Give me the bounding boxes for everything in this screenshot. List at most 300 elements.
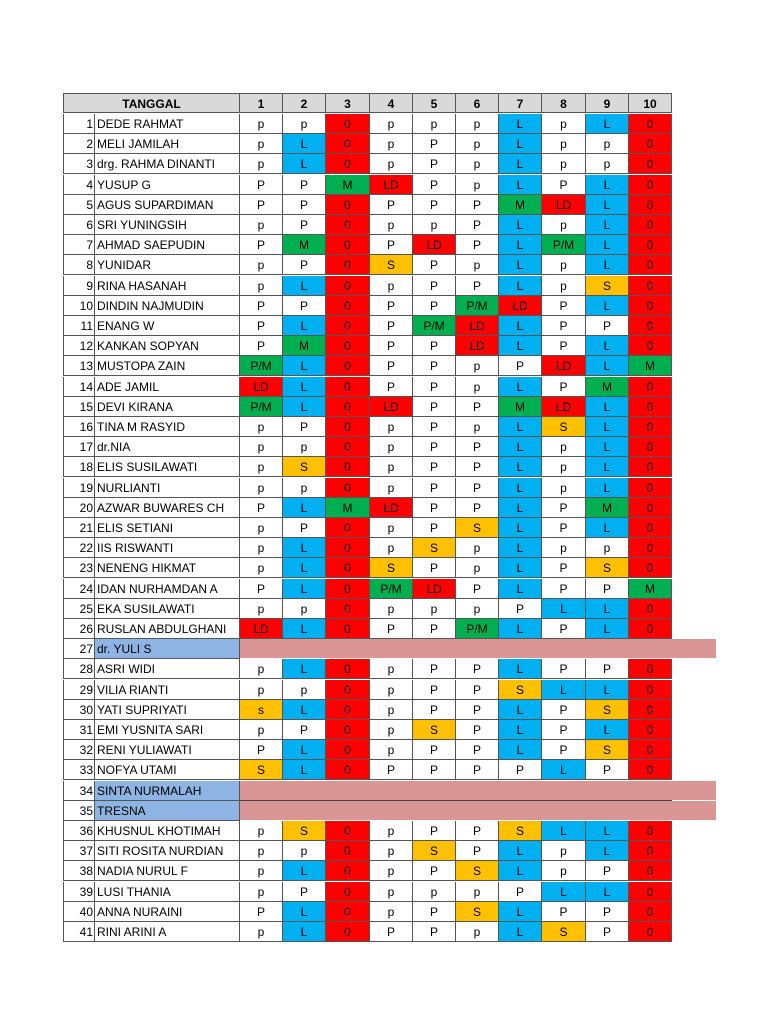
shift-cell: P — [456, 740, 499, 760]
table-row — [63, 700, 672, 720]
table-row — [63, 740, 672, 760]
table-row — [63, 558, 672, 578]
shift-cell: L — [499, 902, 542, 922]
header-day-10: 10 — [629, 93, 672, 113]
absence-band — [240, 639, 716, 658]
staff-name: LUSI THANIA — [95, 882, 240, 902]
shift-cell: L — [499, 377, 542, 397]
shift-cell: p — [456, 558, 499, 578]
shift-cell: L — [283, 922, 326, 942]
table-row — [63, 821, 672, 841]
shift-cell: P — [413, 821, 456, 841]
shift-cell: P/M — [240, 397, 283, 417]
shift-cell: p — [240, 215, 283, 235]
shift-cell: p — [456, 356, 499, 376]
shift-cell: 0 — [629, 276, 672, 296]
staff-name: KHUSNUL KHOTIMAH — [95, 821, 240, 841]
shift-cell: p — [370, 457, 413, 477]
shift-cell: L — [499, 498, 542, 518]
shift-cell: M — [586, 377, 629, 397]
row-number: 19 — [63, 478, 95, 498]
shift-cell: 0 — [629, 922, 672, 942]
shift-cell: p — [542, 255, 586, 275]
shift-cell: L — [499, 336, 542, 356]
shift-cell: L — [499, 558, 542, 578]
shift-cell: p — [542, 437, 586, 457]
shift-cell: 0 — [326, 235, 370, 255]
shift-cell: p — [370, 417, 413, 437]
shift-cell: L — [499, 841, 542, 861]
shift-cell: L — [542, 760, 586, 780]
table-row — [63, 498, 672, 518]
shift-cell: P — [542, 740, 586, 760]
shift-cell: P — [586, 922, 629, 942]
shift-cell: M — [326, 498, 370, 518]
shift-cell: 0 — [326, 599, 370, 619]
table-row — [63, 255, 672, 275]
table-row — [63, 680, 672, 700]
shift-cell: M — [283, 336, 326, 356]
shift-cell: p — [240, 821, 283, 841]
row-number: 30 — [63, 700, 95, 720]
table-row — [63, 114, 672, 134]
shift-cell: L — [586, 114, 629, 134]
shift-cell: L — [499, 215, 542, 235]
shift-cell: P — [456, 235, 499, 255]
header-title: TANGGAL — [63, 93, 240, 113]
shift-cell: S — [413, 841, 456, 861]
shift-cell: p — [240, 720, 283, 740]
header-day-3: 3 — [326, 93, 370, 113]
shift-cell: S — [499, 680, 542, 700]
row-number: 5 — [63, 195, 95, 215]
row-number: 34 — [63, 781, 95, 801]
shift-cell: P — [413, 377, 456, 397]
shift-cell: L — [586, 215, 629, 235]
shift-cell: L — [586, 195, 629, 215]
table-row — [63, 720, 672, 740]
shift-cell: P — [283, 255, 326, 275]
shift-cell: p — [370, 700, 413, 720]
shift-cell: p — [456, 114, 499, 134]
shift-cell: p — [240, 276, 283, 296]
row-number: 24 — [63, 579, 95, 599]
shift-cell: P — [542, 518, 586, 538]
shift-cell: P — [456, 457, 499, 477]
shift-cell: 0 — [326, 740, 370, 760]
shift-cell: P — [456, 760, 499, 780]
table-row — [63, 801, 672, 821]
staff-name: ASRI WIDI — [95, 659, 240, 679]
shift-cell: P — [240, 296, 283, 316]
shift-cell: P — [370, 316, 413, 336]
shift-cell: P — [456, 659, 499, 679]
row-number: 8 — [63, 255, 95, 275]
shift-cell: 0 — [629, 841, 672, 861]
shift-cell: 0 — [629, 296, 672, 316]
staff-name: EKA SUSILAWATI — [95, 599, 240, 619]
shift-cell: L — [586, 841, 629, 861]
shift-cell: P — [413, 134, 456, 154]
shift-cell: P — [370, 195, 413, 215]
shift-cell: 0 — [326, 841, 370, 861]
shift-cell: 0 — [629, 700, 672, 720]
table-row — [63, 377, 672, 397]
staff-name: dr.NIA — [95, 437, 240, 457]
row-number: 18 — [63, 457, 95, 477]
shift-cell: 0 — [326, 215, 370, 235]
staff-name: MELI JAMILAH — [95, 134, 240, 154]
shift-cell: L — [283, 700, 326, 720]
shift-cell: 0 — [326, 397, 370, 417]
shift-cell: p — [283, 680, 326, 700]
table-row — [63, 478, 672, 498]
table-row — [63, 538, 672, 558]
shift-cell: P — [456, 680, 499, 700]
shift-cell: P — [586, 902, 629, 922]
shift-cell: p — [413, 599, 456, 619]
shift-cell: 0 — [326, 902, 370, 922]
shift-cell: p — [542, 841, 586, 861]
shift-cell: P — [413, 417, 456, 437]
shift-cell: L — [499, 659, 542, 679]
table-row — [63, 356, 672, 376]
row-number: 14 — [63, 377, 95, 397]
shift-cell: P — [542, 579, 586, 599]
shift-cell: L — [586, 336, 629, 356]
shift-cell: P — [413, 336, 456, 356]
shift-cell: P — [370, 296, 413, 316]
shift-cell: p — [586, 134, 629, 154]
shift-cell: p — [542, 154, 586, 174]
shift-cell: P — [586, 760, 629, 780]
shift-cell: P — [542, 720, 586, 740]
table-row — [63, 861, 672, 881]
row-number: 1 — [63, 114, 95, 134]
header-day-4: 4 — [370, 93, 413, 113]
shift-cell: p — [542, 538, 586, 558]
staff-name: VILIA RIANTI — [95, 680, 240, 700]
shift-cell: L — [499, 316, 542, 336]
shift-cell: M — [326, 175, 370, 195]
shift-cell: p — [413, 215, 456, 235]
shift-cell: p — [370, 215, 413, 235]
shift-cell: L — [499, 478, 542, 498]
shift-cell: P — [499, 882, 542, 902]
shift-cell: p — [240, 457, 283, 477]
shift-cell: P — [413, 498, 456, 518]
row-number: 20 — [63, 498, 95, 518]
shift-cell: L — [542, 882, 586, 902]
staff-name: NOFYA UTAMI — [95, 760, 240, 780]
shift-cell: p — [456, 922, 499, 942]
shift-cell: L — [586, 882, 629, 902]
shift-cell: p — [542, 861, 586, 881]
table-row — [63, 619, 672, 639]
shift-cell: LD — [456, 316, 499, 336]
row-number: 31 — [63, 720, 95, 740]
shift-cell: 0 — [326, 861, 370, 881]
shift-cell: 0 — [326, 700, 370, 720]
table-row — [63, 235, 672, 255]
shift-cell: L — [586, 235, 629, 255]
header-day-6: 6 — [456, 93, 499, 113]
shift-cell: P — [240, 902, 283, 922]
shift-cell: P — [370, 377, 413, 397]
shift-cell: p — [283, 841, 326, 861]
shift-cell: L — [499, 720, 542, 740]
shift-cell: L — [499, 922, 542, 942]
staff-name: RENI YULIAWATI — [95, 740, 240, 760]
header-day-1: 1 — [240, 93, 283, 113]
shift-cell: p — [240, 922, 283, 942]
shift-cell: L — [586, 356, 629, 376]
row-number: 27 — [63, 639, 95, 659]
shift-cell: P — [456, 276, 499, 296]
shift-cell: M — [499, 397, 542, 417]
shift-cell: P — [283, 417, 326, 437]
shift-cell: P — [413, 175, 456, 195]
shift-cell: p — [542, 276, 586, 296]
shift-cell: S — [542, 417, 586, 437]
staff-name: MUSTOPA ZAIN — [95, 356, 240, 376]
shift-cell: S — [370, 255, 413, 275]
shift-cell: p — [370, 154, 413, 174]
shift-cell: 0 — [326, 821, 370, 841]
shift-cell: L — [283, 276, 326, 296]
shift-cell: p — [370, 821, 413, 841]
table-row — [63, 316, 672, 336]
shift-cell: 0 — [326, 922, 370, 942]
table-row — [63, 781, 672, 801]
shift-cell: L — [283, 397, 326, 417]
shift-cell: p — [370, 599, 413, 619]
staff-name: NADIA NURUL F — [95, 861, 240, 881]
shift-cell: 0 — [326, 478, 370, 498]
shift-cell: p — [456, 255, 499, 275]
shift-cell: p — [456, 175, 499, 195]
shift-cell: M — [629, 579, 672, 599]
shift-cell: P — [240, 579, 283, 599]
shift-cell: P — [586, 579, 629, 599]
table-row — [63, 417, 672, 437]
staff-name: ADE JAMIL — [95, 377, 240, 397]
shift-cell: P — [413, 255, 456, 275]
shift-cell: L — [499, 700, 542, 720]
shift-cell: p — [240, 518, 283, 538]
shift-cell: L — [283, 154, 326, 174]
shift-cell: P — [370, 760, 413, 780]
shift-cell: P — [413, 518, 456, 538]
row-number: 38 — [63, 861, 95, 881]
shift-cell: L — [283, 538, 326, 558]
shift-cell: 0 — [326, 579, 370, 599]
absence-band — [240, 781, 716, 800]
staff-name: YUSUP G — [95, 175, 240, 195]
shift-cell: P — [542, 619, 586, 639]
row-number: 3 — [63, 154, 95, 174]
shift-cell: p — [370, 902, 413, 922]
table-row — [63, 760, 672, 780]
staff-name: DINDIN NAJMUDIN — [95, 296, 240, 316]
shift-cell: P — [413, 861, 456, 881]
shift-cell: 0 — [629, 619, 672, 639]
shift-cell: p — [240, 134, 283, 154]
table-row — [63, 296, 672, 316]
shift-cell: P — [456, 841, 499, 861]
shift-cell: 0 — [629, 417, 672, 437]
shift-cell: 0 — [326, 720, 370, 740]
shift-cell: 0 — [326, 680, 370, 700]
shift-cell: P — [413, 619, 456, 639]
shift-cell: 0 — [629, 902, 672, 922]
shift-cell: p — [370, 518, 413, 538]
absence-band — [240, 801, 716, 820]
shift-cell: P — [456, 720, 499, 740]
table-row — [63, 882, 672, 902]
row-number: 16 — [63, 417, 95, 437]
shift-cell: 0 — [326, 356, 370, 376]
table-row — [63, 276, 672, 296]
shift-cell: L — [499, 175, 542, 195]
shift-cell: 0 — [326, 195, 370, 215]
shift-cell: 0 — [326, 457, 370, 477]
row-number: 26 — [63, 619, 95, 639]
shift-cell: 0 — [629, 114, 672, 134]
table-row — [63, 841, 672, 861]
row-number: 40 — [63, 902, 95, 922]
shift-cell: P — [413, 276, 456, 296]
shift-cell: P — [586, 861, 629, 881]
shift-cell: P — [370, 336, 413, 356]
shift-cell: 0 — [629, 235, 672, 255]
shift-cell: LD — [542, 397, 586, 417]
shift-cell: p — [413, 114, 456, 134]
shift-cell: s — [240, 700, 283, 720]
row-number: 21 — [63, 518, 95, 538]
shift-cell: P — [499, 356, 542, 376]
header-day-7: 7 — [499, 93, 542, 113]
shift-cell: S — [283, 457, 326, 477]
shift-cell: p — [240, 861, 283, 881]
table-row — [63, 639, 672, 659]
shift-cell: 0 — [326, 538, 370, 558]
staff-name: RUSLAN ABDULGHANI — [95, 619, 240, 639]
shift-cell: 0 — [629, 558, 672, 578]
shift-cell: p — [370, 720, 413, 740]
shift-cell: 0 — [629, 195, 672, 215]
shift-cell: S — [456, 861, 499, 881]
shift-cell: 0 — [326, 276, 370, 296]
shift-cell: 0 — [326, 377, 370, 397]
shift-cell: p — [370, 882, 413, 902]
staff-name: SINTA NURMALAH — [95, 781, 240, 801]
row-number: 2 — [63, 134, 95, 154]
shift-cell: LD — [499, 296, 542, 316]
table-row — [63, 195, 672, 215]
shift-cell: P — [456, 700, 499, 720]
shift-cell: p — [240, 538, 283, 558]
shift-cell: 0 — [629, 175, 672, 195]
shift-cell: 0 — [629, 538, 672, 558]
band-divider — [240, 800, 672, 801]
row-number: 36 — [63, 821, 95, 841]
shift-cell: 0 — [326, 316, 370, 336]
staff-name: EMI YUSNITA SARI — [95, 720, 240, 740]
shift-cell: L — [283, 498, 326, 518]
shift-cell: LD — [370, 498, 413, 518]
shift-cell: P — [413, 457, 456, 477]
shift-cell: P — [456, 821, 499, 841]
shift-cell: p — [370, 276, 413, 296]
shift-cell: L — [499, 276, 542, 296]
staff-name: RINA HASANAH — [95, 276, 240, 296]
shift-cell: P — [283, 175, 326, 195]
header-day-9: 9 — [586, 93, 629, 113]
shift-cell: P — [370, 235, 413, 255]
row-number: 28 — [63, 659, 95, 679]
shift-cell: P — [413, 922, 456, 942]
shift-cell: L — [586, 397, 629, 417]
shift-cell: P — [413, 397, 456, 417]
shift-cell: P — [240, 498, 283, 518]
shift-cell: p — [240, 680, 283, 700]
shift-cell: P — [499, 599, 542, 619]
row-number: 7 — [63, 235, 95, 255]
staff-name: YUNIDAR — [95, 255, 240, 275]
row-number: 15 — [63, 397, 95, 417]
shift-cell: P — [456, 498, 499, 518]
shift-cell: p — [240, 255, 283, 275]
shift-cell: 0 — [629, 134, 672, 154]
shift-cell: S — [413, 720, 456, 740]
shift-cell: P — [413, 740, 456, 760]
row-number: 4 — [63, 175, 95, 195]
shift-cell: L — [283, 861, 326, 881]
shift-cell: L — [283, 356, 326, 376]
header-day-2: 2 — [283, 93, 326, 113]
staff-name: AGUS SUPARDIMAN — [95, 195, 240, 215]
shift-cell: 0 — [326, 882, 370, 902]
shift-cell: p — [542, 215, 586, 235]
row-number: 41 — [63, 922, 95, 942]
shift-cell: 0 — [326, 114, 370, 134]
staff-name: DEVI KIRANA — [95, 397, 240, 417]
table-row — [63, 518, 672, 538]
shift-cell: L — [586, 599, 629, 619]
shift-cell: L — [586, 720, 629, 740]
table-row — [63, 922, 672, 942]
shift-cell: P — [283, 215, 326, 235]
row-number: 23 — [63, 558, 95, 578]
shift-cell: L — [499, 437, 542, 457]
shift-cell: p — [542, 134, 586, 154]
row-number: 9 — [63, 276, 95, 296]
table-row — [63, 397, 672, 417]
shift-cell: p — [586, 538, 629, 558]
shift-cell: P — [456, 579, 499, 599]
shift-cell: L — [499, 154, 542, 174]
shift-cell: 0 — [326, 417, 370, 437]
shift-cell: 0 — [629, 821, 672, 841]
shift-cell: 0 — [629, 861, 672, 881]
shift-cell: L — [499, 861, 542, 881]
row-number: 33 — [63, 760, 95, 780]
shift-cell: P — [413, 680, 456, 700]
staff-name: ELIS SUSILAWATI — [95, 457, 240, 477]
shift-cell: p — [413, 882, 456, 902]
shift-cell: P — [413, 478, 456, 498]
